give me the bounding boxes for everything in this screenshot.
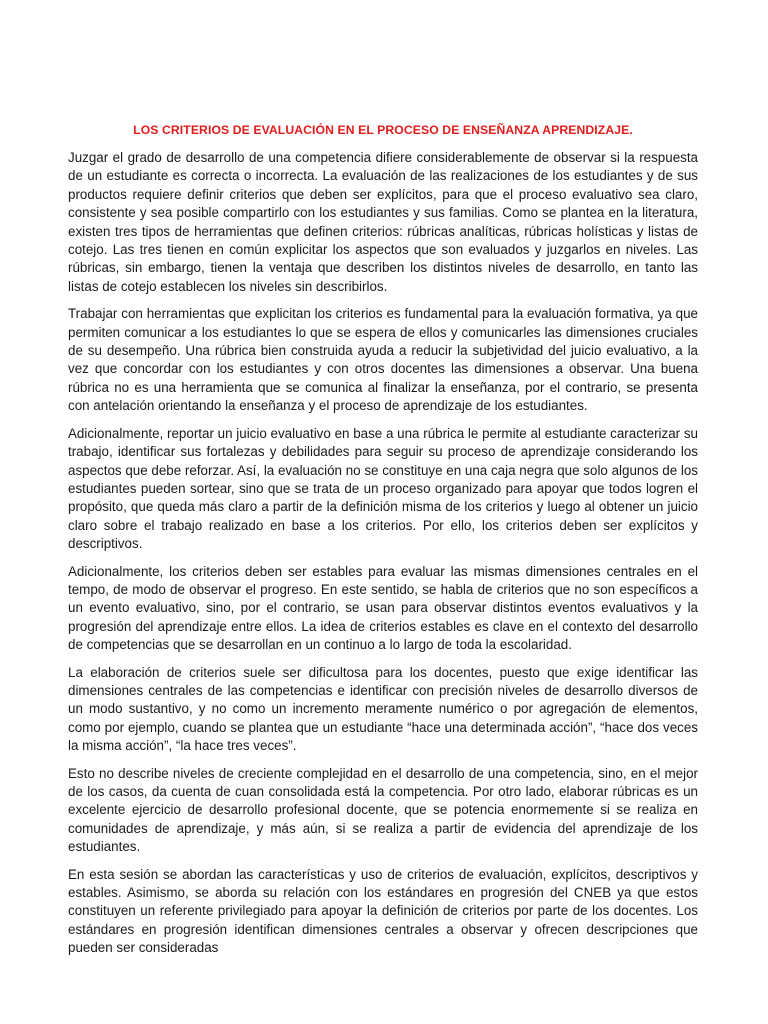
paragraph-7: En esta sesión se abordan las características y uso de criterios de evaluación, explícitos, descriptivos y estables. Asimismo, se aborda su relación con los estándares en progresión del CNEB ya que estos constituyen un referente privilegiado para apoyar la definición de criterios por parte de los docentes. Los estándares en progresión identifican dimensiones centrales a observar y ofrecen descripciones que pueden ser consideradas (68, 866, 698, 956)
document-body (68, 122, 698, 967)
paragraph-6: Esto no describe niveles de creciente complejidad en el desarrollo de una competencia, sino, en el mejor de los casos, da cuenta de cuan consolidada está la competencia. Por otro lado, elaborar rúbricas es un excelente ejercicio de desarrollo profesional docente, que se potencia enormemente si se realiza en comunidades de aprendizaje, y más aún, si se realiza a partir de evidencia del aprendizaje de los estudiantes. (68, 765, 698, 855)
document-title: LOS CRITERIOS DE EVALUACIÓN EN EL PROCESO DE ENSEÑANZA APRENDIZAJE. (133, 123, 633, 137)
paragraph-3: Adicionalmente, reportar un juicio evaluativo en base a una rúbrica le permite al estudiante caracterizar su trabajo, identificar sus fortalezas y debilidades para seguir su proceso de aprendizaje considerando los aspectos que debe reforzar. Así, la evaluación no se constituye en una caja negra que solo algunos de los estudiantes pueden sortear, sino que se trata de un proceso organizado para apoyar que todos logren el propósito, que queda más claro a partir de la definición misma de los criterios y luego al obtener un juicio claro sobre el trabajo realizado en base a los criterios. Por ello, los criterios deben ser explícitos y descriptivos. (68, 425, 698, 552)
paragraph-1: Juzgar el grado de desarrollo de una competencia difiere considerablemente de observar si la respuesta de un estudiante es correcta o incorrecta. La evaluación de las realizaciones de los estudiantes y de sus productos requiere definir criterios que deben ser explícitos, para que el proceso evaluativo sea claro, consistente y sea posible compartirlo con los estudiantes y sus familias. Como se plantea en la literatura, existen tres tipos de herramientas que definen criterios: rúbricas analíticas, rúbricas holísticas y listas de cotejo. Las tres tienen en común explicitar los aspectos que son evaluados y juzgarlos en niveles. Las rúbricas, sin embargo, tienen la ventaja que describen los distintos niveles de desarrollo, en tanto las listas de cotejo establecen los niveles sin describirlos. (68, 150, 698, 294)
paragraph-4: Adicionalmente, los criterios deben ser estables para evaluar las mismas dimensiones centrales en el tempo, de modo de observar el progreso. En este sentido, se habla de criterios que no son específicos a un evento evaluativo, sino, por el contrario, se usan para observar distintos eventos evaluativos y la progresión del aprendizaje entre ellos. La idea de criterios estables es clave en el contexto del desarrollo de competencias que se desarrollan en un continuo a lo largo de toda la escolaridad. (68, 563, 698, 653)
paragraph-5: La elaboración de criterios suele ser dificultosa para los docentes, puesto que exige identificar las dimensiones centrales de las competencias e identificar con precisión niveles de desarrollo diversos de un modo sustantivo, y no como un incremento meramente numérico o por agregación de elementos, como por ejemplo, cuando se plantea que un estudiante “hace una determinada acción”, “hace dos veces la misma acción”, “la hace tres veces”. (68, 664, 698, 754)
paragraph-2: Trabajar con herramientas que explicitan los criterios es fundamental para la evaluación formativa, ya que permiten comunicar a los estudiantes lo que se espera de ellos y comunicarles las dimensiones cruciales de su desempeño. Una rúbrica bien construida ayuda a reducir la subjetividad del juicio evaluativo, a la vez que concordar con los estudiantes y con otros docentes las dimensiones a observar. Una buena rúbrica no es una herramienta que se comunica al finalizar la enseñanza, por el contrario, se presenta con antelación orientando la enseñanza y el proceso de aprendizaje de los estudiantes. (68, 306, 698, 414)
